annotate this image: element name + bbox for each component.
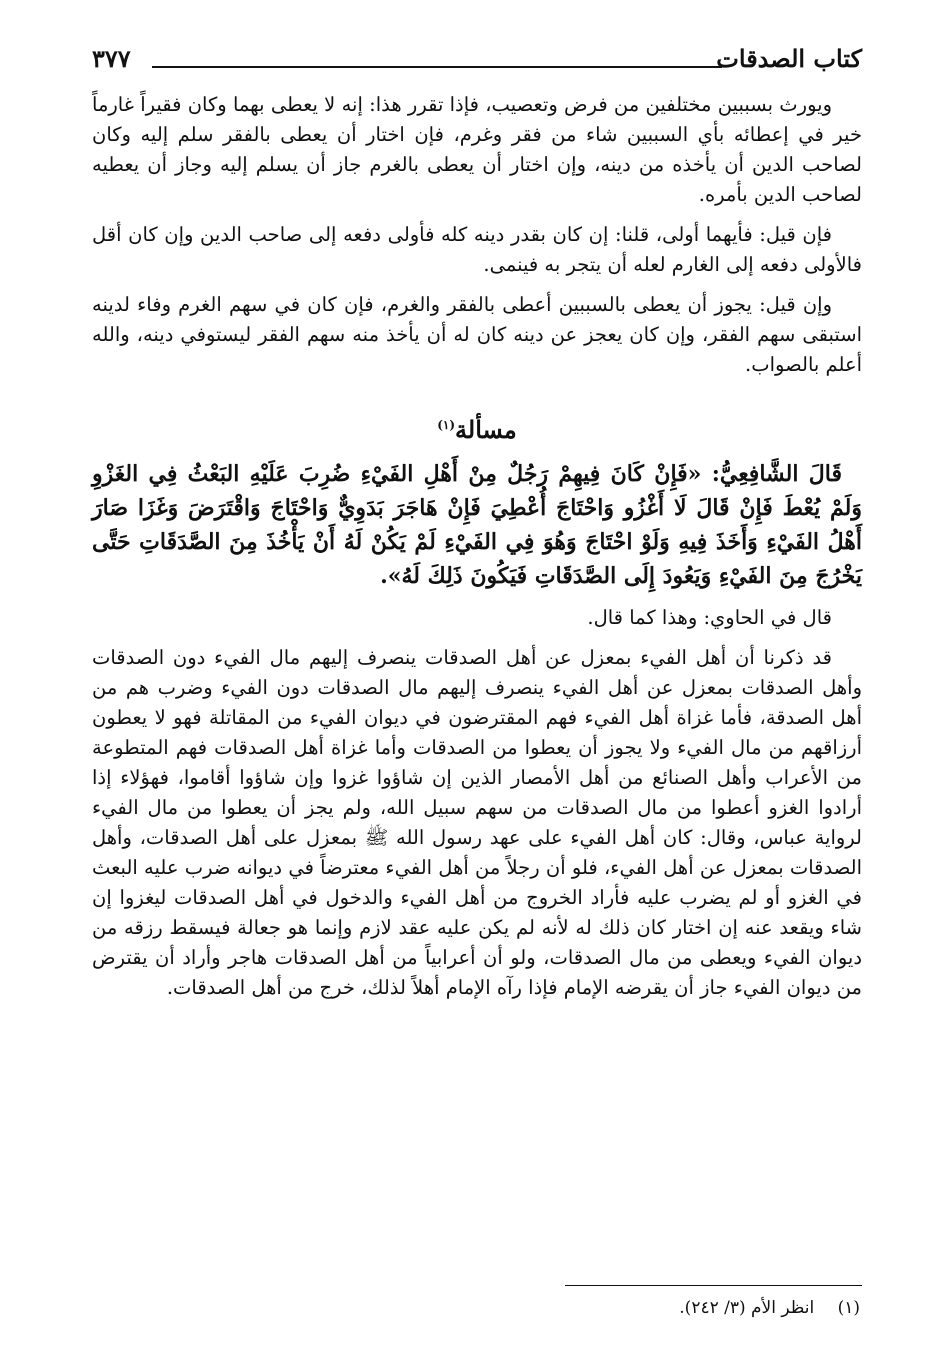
footnote-text: انظر الأم (٣/ ٢٤٢).: [679, 1298, 815, 1318]
shafii-quote: قَالَ الشَّافِعِيُّ: «فَإِنْ كَانَ فِيهِمْ رَجُلٌ مِنْ أَهْلِ الفَيْءِ ضُرِبَ عَلَيْهِ البَعْثُ فِي الغَزْوِ وَلَمْ يُعْطَ فَإِنْ قَالَ لَا أَغْزُو وَاحْتَاجَ أُعْطِيَ فَإِنْ هَاجَرَ بَدَوِيٌّ وَاحْتَاجَ وَاقْتَرَضَ وَغَزَا صَارَ أَهْلُ الفَيْءِ وَأَخَذَ فِيهِ وَلَوْ احْتَاجَ وَهُوَ فِي الفَيْءِ لَمْ يَكُنْ لَهُ أَنْ يَأْخُذَ مِنَ الصَّدَقَاتِ حَتَّى يَخْرُجَ مِنَ الفَيْءِ وَيَعُودَ إِلَى الصَّدَقَاتِ فَيَكُونَ ذَلِكَ لَهُ».: [92, 461, 862, 589]
footnote: [679, 1298, 860, 1318]
footnote-number: (١): [837, 1298, 860, 1318]
header-divider: [152, 66, 722, 68]
page-number: ٣٧٧: [92, 44, 131, 73]
paragraph: قال في الحاوي: وهذا كما قال.: [587, 606, 832, 629]
section-title: مسألة: [455, 415, 517, 444]
main-text: [92, 90, 862, 1013]
section-heading: [92, 410, 862, 445]
book-title: كتاب الصدقات: [716, 44, 862, 73]
paragraph: ويورث بسببين مختلفين من فرض وتعصيب، فإذا تقرر هذا: إنه لا يعطى بهما وكان فقيراً غارماً خير في إعطائه بأي السببين شاء من فقر وغرم، فإن اختار أن يعطى بالفقر سلم إليه وكان لصاحب الدين أن يأخذه من دينه، وإن اختار أن يعطى بالغرم جاز أن يسلم إليه وجاز أن يعطيه لصاحب الدين بأمره.: [92, 93, 862, 206]
footnote-divider: [565, 1285, 862, 1286]
paragraph: قد ذكرنا أن أهل الفيء بمعزل عن أهل الصدقات ينصرف إليهم مال الفيء دون الصدقات وأهل الصدقات بمعزل عن أهل الفيء ينصرف إليهم مال الصدقات دون الفيء وضرب هم من أهل الصدقة، فأما غزاة أهل الفيء فهم المقترضون في ديوان الفيء من المقاتلة فهو لا يعطون أرزاقهم من مال الفيء ولا يجوز أن يعطوا من الصدقات وأما غزاة أهل الصدقات فهم المتطوعة من الأعراب وأهل الصنائع من أهل الأمصار الذين إن شاؤوا غزوا وإن شاؤوا أقاموا، فهؤلاء إذا أرادوا الغزو أعطوا من مال الصدقات من سهم سبيل الله، ولم يجز أن يعطوا من مال الفيء لرواية عباس، وقال: كان أهل الفيء على عهد رسول الله ﷺ بمعزل على أهل الصدقات، وأهل الصدقات بمعزل عن أهل الفيء، فلو أن رجلاً من أهل الفيء معترضاً في ديوانه ضرب عليه البعث في الغزو أو لم يضرب عليه فأراد الخروج من أهل الفيء والدخول في أهل الصدقات ليغزوا إن شاء ويقعد عنه إن اختار كان ذلك له لأنه لم يكن عليه عقد لازم وإنما هو جعالة فيسقط رزقه من ديوان الفيء ويعطى من مال الصدقات، ولو أن أعرابياً من أهل الصدقات هاجر وأراد أن يقترض من ديوان الفيء جاز أن يقرضه الإمام فإذا رآه الإمام أهلاً لذلك، خرج من أهل الصدقات.: [92, 646, 862, 999]
paragraph: فإن قيل: فأيهما أولى، قلنا: إن كان بقدر دينه كله فأولى دفعه إلى صاحب الدين وإن كان أقل فالأولى دفعه إلى الغارم لعله أن يتجر به فينمى.: [92, 223, 862, 276]
page-header: [92, 44, 862, 84]
footnote-reference: (١): [437, 418, 456, 432]
paragraph: وإن قيل: يجوز أن يعطى بالسببين أعطى بالفقر والغرم، فإن كان في سهم الغرم وفاء لدينه استبقى سهم الفقر، وإن كان يعجز عن دينه كان له أن يأخذ منه سهم الفقر ليستوفي دينه، والله أعلم بالصواب.: [92, 293, 862, 376]
